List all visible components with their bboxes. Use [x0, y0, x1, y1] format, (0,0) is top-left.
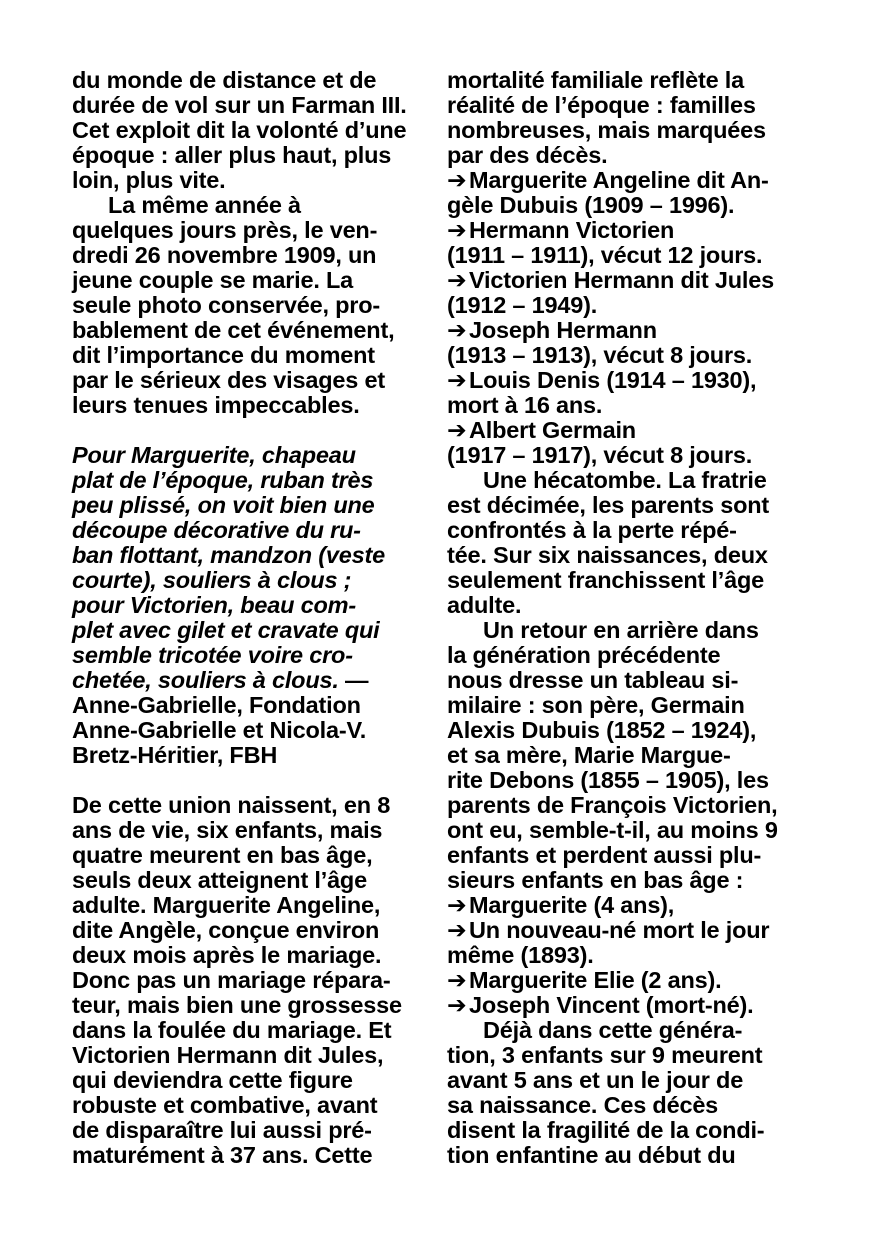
- list-item: [447, 318, 819, 368]
- text-line: jeune couple se marie. La: [72, 267, 354, 293]
- text-line: du monde de distance et de: [72, 67, 377, 93]
- text-line: teur, mais bien une grossesse: [72, 992, 402, 1018]
- text-line: ans de vie, six enfants, mais: [72, 817, 383, 843]
- list-item-text: Marguerite Elie (2 ans).: [469, 967, 722, 993]
- text-line: tion, 3 enfants sur 9 meurent: [447, 1042, 763, 1068]
- caption-line: pour Victorien, beau com-: [72, 592, 356, 618]
- list-item-line: mort à 16 ans.: [447, 392, 603, 418]
- text-line: Alexis Dubuis (1852 – 1924),: [447, 717, 757, 743]
- text-line: deux mois après le mariage.: [72, 942, 382, 968]
- text-line: quelques jours près, le ven-: [72, 217, 378, 243]
- list-item: [447, 268, 819, 318]
- paragraph-hecatombe: [447, 468, 819, 618]
- text-line: Un retour en arrière dans: [483, 617, 759, 643]
- text-line: seuls deux atteignent l’âge: [72, 867, 367, 893]
- list-item-line: (1911 – 1911), vécut 12 jours.: [447, 242, 763, 268]
- list-item: [447, 968, 819, 993]
- paragraph-fragility: [447, 1018, 819, 1168]
- text-line: parents de François Victorien,: [447, 792, 778, 818]
- arrow-icon: ➔: [447, 317, 467, 343]
- text-line: leurs tenues impeccables.: [72, 392, 360, 418]
- text-line: réalité de l’époque : familles: [447, 92, 756, 118]
- text-line: ont eu, semble-t-il, au moins 9: [447, 817, 778, 843]
- arrow-icon: ➔: [447, 892, 467, 918]
- arrow-icon: ➔: [447, 167, 467, 193]
- text-line: qui deviendra cette figure: [72, 1067, 353, 1093]
- text-line: loin, plus vite.: [72, 167, 226, 193]
- paragraph-farman: [72, 68, 438, 193]
- text-line: adulte. Marguerite Angeline,: [72, 892, 381, 918]
- list-item: [447, 993, 819, 1018]
- left-column: [72, 68, 438, 1168]
- arrow-icon: ➔: [447, 217, 467, 243]
- text-line: dit l’importance du moment: [72, 342, 375, 368]
- text-line: bablement de cet événement,: [72, 317, 395, 343]
- list-item-line: [447, 368, 819, 393]
- caption-line: plet avec gilet et cravate qui: [72, 617, 380, 643]
- text-line: Donc pas un mariage répara-: [72, 967, 391, 993]
- list-item-text: Hermann Victorien: [469, 217, 675, 243]
- text-line: nombreuses, mais marquées: [447, 117, 766, 143]
- list-item-text: Joseph Vincent (mort-né).: [469, 992, 754, 1018]
- text-line: confrontés à la perte répé-: [447, 517, 737, 543]
- text-line: sa naissance. Ces décès: [447, 1092, 719, 1118]
- text-line: dite Angèle, conçue environ: [72, 917, 380, 943]
- text-line: De cette union naissent, en 8: [72, 792, 391, 818]
- list-item-line: gèle Dubuis (1909 – 1996).: [447, 192, 735, 218]
- list-item-text: Marguerite Angeline dit An-: [469, 167, 769, 193]
- arrow-icon: ➔: [447, 917, 467, 943]
- text-line: Cet exploit dit la volonté d’une: [72, 117, 407, 143]
- siblings-list: [447, 893, 819, 1018]
- caption-line: plat de l’époque, ruban très: [72, 467, 374, 493]
- list-item: [447, 368, 819, 418]
- paragraph-gap: [72, 768, 438, 793]
- text-line: est décimée, les parents sont: [447, 492, 770, 518]
- caption-credit-line: Bretz-Héritier, FBH: [72, 742, 278, 768]
- list-item: [447, 218, 819, 268]
- text-line: et sa mère, Marie Margue-: [447, 742, 731, 768]
- caption-line: [72, 668, 438, 693]
- list-item: [447, 893, 819, 918]
- text-line: milaire : son père, Germain: [447, 692, 745, 718]
- list-item-text: Un nouveau-né mort le jour: [469, 917, 770, 943]
- text-line: Déjà dans cette généra-: [483, 1017, 743, 1043]
- text-line: époque : aller plus haut, plus: [72, 142, 392, 168]
- list-item-text: Marguerite (4 ans),: [469, 892, 675, 918]
- list-item-text: Joseph Hermann: [469, 317, 657, 343]
- caption-line: peu plissé, on voit bien une: [72, 492, 375, 518]
- text-line: disent la fragilité de la condi-: [447, 1117, 765, 1143]
- list-item-line: [447, 168, 819, 193]
- children-list: [447, 168, 819, 468]
- list-item-line: (1917 – 1917), vécut 8 jours.: [447, 442, 753, 468]
- text-line: robuste et combative, avant: [72, 1092, 378, 1118]
- text-line: maturément à 37 ans. Cette: [72, 1142, 373, 1168]
- paragraph-mortality: [447, 68, 819, 168]
- text-line: par le sérieux des visages et: [72, 367, 385, 393]
- text-line: nous dresse un tableau si-: [447, 667, 739, 693]
- list-item-line: [447, 318, 819, 343]
- list-item-line: [447, 268, 819, 293]
- caption-line: semble tricotée voire cro-: [72, 642, 353, 668]
- list-item-line: (1913 – 1913), vécut 8 jours.: [447, 342, 753, 368]
- list-item-line: (1912 – 1949).: [447, 292, 598, 318]
- list-item: [447, 418, 819, 468]
- arrow-icon: ➔: [447, 967, 467, 993]
- photo-caption: [72, 443, 438, 768]
- paragraph-union: [72, 793, 438, 1168]
- caption-line: découpe décorative du ru-: [72, 517, 361, 543]
- caption-text: chetée, souliers à clous.: [72, 667, 339, 693]
- caption-line: courte), souliers à clous ;: [72, 567, 352, 593]
- caption-line: ban flottant, mandzon (veste: [72, 542, 385, 568]
- arrow-icon: ➔: [447, 417, 467, 443]
- paragraph-gap: [72, 418, 438, 443]
- arrow-icon: ➔: [447, 267, 467, 293]
- caption-credit-line: Anne-Gabrielle, Fondation: [72, 692, 361, 718]
- text-line: avant 5 ans et un le jour de: [447, 1067, 744, 1093]
- text-line: seulement franchissent l’âge: [447, 567, 764, 593]
- arrow-icon: ➔: [447, 367, 467, 393]
- text-line: Victorien Hermann dit Jules,: [72, 1042, 384, 1068]
- text-line: tion enfantine au début du: [447, 1142, 736, 1168]
- list-item: [447, 918, 819, 968]
- text-line: durée de vol sur un Farman III.: [72, 92, 407, 118]
- text-line: sieurs enfants en bas âge :: [447, 867, 744, 893]
- text-line: quatre meurent en bas âge,: [72, 842, 373, 868]
- text-line: de disparaître lui aussi pré-: [72, 1117, 372, 1143]
- arrow-icon: ➔: [447, 992, 467, 1018]
- text-line: mortalité familiale reflète la: [447, 67, 745, 93]
- list-item-line: [447, 918, 819, 943]
- list-item-text: Victorien Hermann dit Jules: [469, 267, 774, 293]
- text-line: dredi 26 novembre 1909, un: [72, 242, 377, 268]
- list-item-line: [447, 218, 819, 243]
- text-line: rite Debons (1855 – 1905), les: [447, 767, 769, 793]
- list-item-line: [447, 993, 819, 1018]
- list-item-line: [447, 418, 819, 443]
- list-item-line: même (1893).: [447, 942, 594, 968]
- caption-credit-line: Anne-Gabrielle et Nicola-V.: [72, 717, 367, 743]
- text-line: enfants et perdent aussi plu-: [447, 842, 762, 868]
- list-item-line: [447, 893, 819, 918]
- caption-line: Pour Marguerite, chapeau: [72, 442, 356, 468]
- paragraph-previous-generation: [447, 618, 819, 893]
- list-item-line: [447, 968, 819, 993]
- text-line: seule photo conservée, pro-: [72, 292, 381, 318]
- caption-dash: —: [338, 667, 369, 693]
- right-column: [447, 68, 819, 1168]
- paragraph-marriage: [72, 193, 438, 418]
- text-line: adulte.: [447, 592, 522, 618]
- list-item: [447, 168, 819, 218]
- text-line: tée. Sur six naissances, deux: [447, 542, 768, 568]
- text-line: dans la foulée du mariage. Et: [72, 1017, 392, 1043]
- list-item-text: Albert Germain: [469, 417, 636, 443]
- text-line: la génération précédente: [447, 642, 721, 668]
- text-line: Une hécatombe. La fratrie: [483, 467, 767, 493]
- text-line: La même année à: [108, 192, 301, 218]
- list-item-text: Louis Denis (1914 – 1930),: [469, 367, 757, 393]
- text-line: par des décès.: [447, 142, 608, 168]
